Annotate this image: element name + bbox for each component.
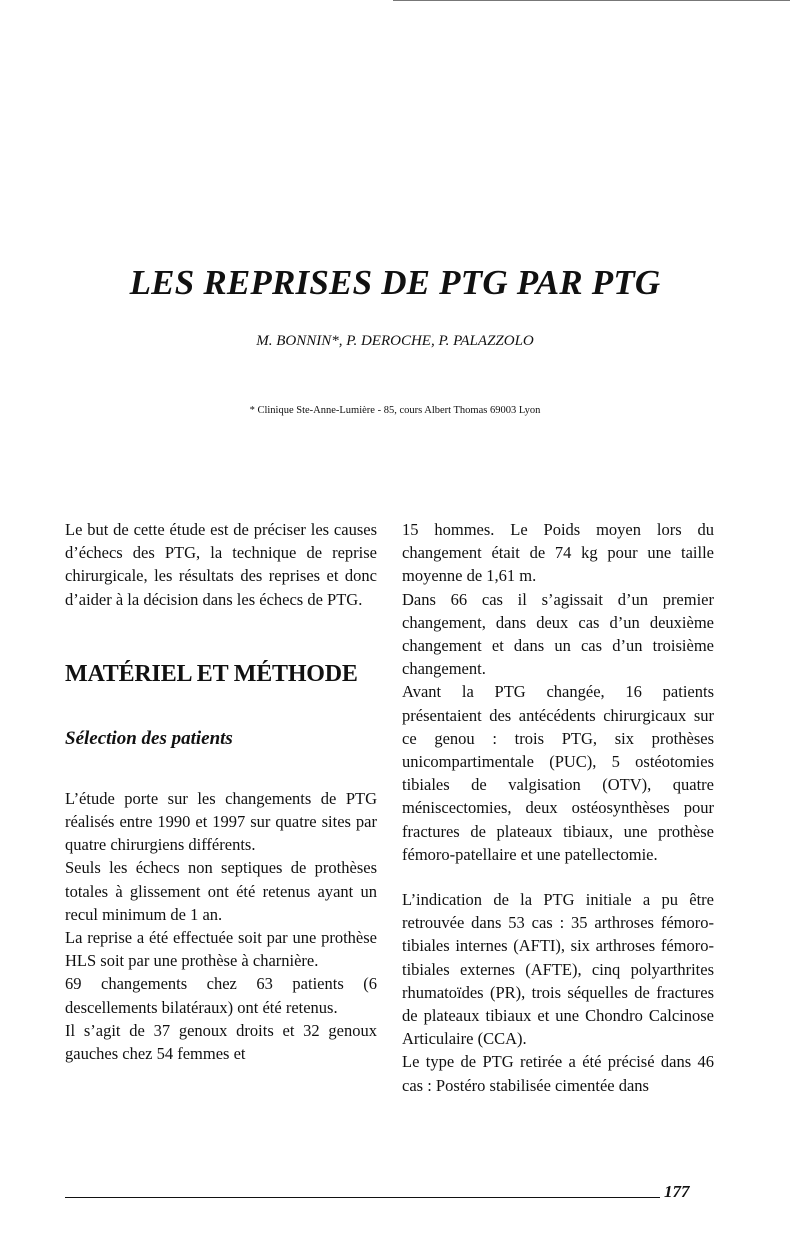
affiliation: * Clinique Ste-Anne-Lumière - 85, cours Albert Thomas 69003 Lyon xyxy=(249,405,541,416)
body-paragraph: 15 hommes. Le Poids moyen lors du changement était de 74 kg pour une taille moyenne de 1,61 m. xyxy=(402,520,714,586)
body-paragraph: Seuls les échecs non septiques de prothèses totales à glissement ont été retenus ayant un recul minimum de 1 an. xyxy=(65,858,377,924)
body-paragraph: L’étude porte sur les changements de PTG réalisés entre 1990 et 1997 sur quatre sites par quatre chirurgiens différents. xyxy=(65,788,377,855)
intro-paragraph: Le but de cette étude est de préciser les causes d’échecs des PTG, la technique de reprise chirurgicale, les résultats des reprises et donc d’aider à la décision dans les échecs de PTG. xyxy=(65,520,377,609)
right-column xyxy=(402,518,714,1097)
subsection-heading: Sélection des patients xyxy=(65,727,233,749)
section-heading: MATÉRIEL ET MÉTHODE xyxy=(65,660,358,687)
page-number: 177 xyxy=(664,1182,690,1201)
body-paragraph: La reprise a été effectuée soit par une prothèse HLS soit par une prothèse à charnière. xyxy=(65,928,377,971)
body-paragraph: Dans 66 cas il s’agissait d’un premier changement, dans deux cas d’un deuxième changement et dans un cas d’un troisième changement. xyxy=(402,589,714,679)
top-rule xyxy=(393,0,790,1)
body-paragraph: Avant la PTG changée, 16 patients présentaient des antécédents chirurgicaux sur ce genou : trois PTG, six prothèses unicompartimentale (PUC), 5 ostéotomies tibiales de valgisation (OTV), quatre méniscectomies, deux ostéosynthèses pour fractures de plateaux tibiaux, une prothèse fémoro-patellaire et une patellectomie. xyxy=(402,682,714,864)
authors: M. BONNIN*, P. DEROCHE, P. PALAZZOLO xyxy=(256,333,534,349)
body-paragraph: 69 changements chez 63 patients (6 descellements bilatéraux) ont été retenus. xyxy=(65,974,377,1017)
body-paragraph: L’indication de la PTG initiale a pu être retrouvée dans 53 cas : 35 arthroses fémoro-tibiales internes (AFTI), six arthroses fémoro-tibiales externes (AFTE), cinq polyarthrites rhumatoïdes (PR), trois séquelles de fractures de plateaux tibiaux et une Chondro Calcinose Articulaire (CCA). xyxy=(402,890,714,1049)
page-title: LES REPRISES DE PTG PAR PTG xyxy=(129,263,661,302)
left-column xyxy=(65,518,377,1065)
footer-rule xyxy=(65,1197,660,1198)
body-paragraph: Le type de PTG retirée a été précisé dans 46 cas : Postéro stabilisée cimentée dans xyxy=(402,1052,714,1095)
body-paragraph: Il s’agit de 37 genoux droits et 32 genoux gauches chez 54 femmes et xyxy=(65,1020,377,1064)
